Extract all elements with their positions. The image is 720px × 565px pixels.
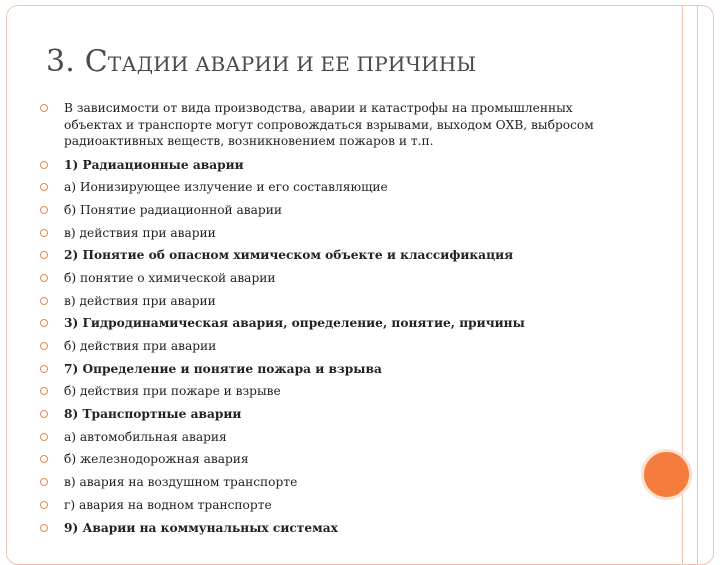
list-item-text: 2) Понятие об опасном химическом объекте и классификация (64, 248, 514, 263)
list-item (34, 361, 614, 378)
list-item (34, 247, 614, 264)
bullet-circle-icon (40, 410, 48, 418)
slide-title (46, 44, 476, 79)
bullet-circle-icon (40, 297, 48, 305)
bullet-circle-icon (40, 251, 48, 259)
title-first-letter: С (84, 44, 108, 79)
list-item-text: б) железнодорожная авария (64, 452, 249, 467)
title-rest: ТАДИИ АВАРИИ И ЕЕ ПРИЧИНЫ (107, 52, 477, 76)
list-item (34, 520, 614, 537)
bullet-circle-icon (40, 274, 48, 282)
bullet-circle-icon (40, 501, 48, 509)
bullet-circle-icon (40, 161, 48, 169)
list-item-text: 1) Радиационные аварии (64, 157, 244, 172)
list-item-text: б) Понятие радиационной аварии (64, 202, 282, 217)
bullet-list (34, 100, 614, 542)
bullet-circle-icon (40, 524, 48, 532)
bullet-circle-icon (40, 104, 48, 112)
bullet-circle-icon (40, 183, 48, 191)
list-item-text: в) действия при аварии (64, 293, 216, 308)
list-item-text: 9) Аварии на коммунальных системах (64, 520, 338, 535)
list-item (34, 293, 614, 310)
list-item (34, 270, 614, 287)
bullet-circle-icon (40, 342, 48, 350)
list-item (34, 451, 614, 468)
list-item-text: 8) Транспортные аварии (64, 407, 242, 422)
list-item-text: б) действия при пожаре и взрыве (64, 384, 281, 399)
list-item-text: а) автомобильная авария (64, 429, 227, 444)
list-item-text: В зависимости от вида производства, аварии и катастрофы на промышленных объектах и транспорте могут сопровождаться взрывами, выходом ОХВ, выбросом радиоактивных веществ, возникновением пожаров и т.п. (64, 101, 594, 148)
list-item (34, 338, 614, 355)
bullet-circle-icon (40, 433, 48, 441)
bullet-circle-icon (40, 229, 48, 237)
list-item-text: 7) Определение и понятие пожара и взрыва (64, 361, 382, 376)
bullet-circle-icon (40, 319, 48, 327)
list-item (34, 179, 614, 196)
list-item (34, 406, 614, 423)
list-item-text: в) авария на воздушном транспорте (64, 475, 298, 490)
list-item (34, 474, 614, 491)
list-item (34, 497, 614, 514)
decorative-orange-circle (641, 449, 692, 500)
list-item (34, 100, 614, 150)
list-item-text: в) действия при аварии (64, 225, 216, 240)
list-item (34, 225, 614, 242)
list-item-text: 3) Гидродинамическая авария, определение, понятие, причины (64, 316, 525, 331)
list-item-text: б) действия при аварии (64, 339, 217, 353)
title-number: 3. (46, 44, 85, 79)
bullet-circle-icon (40, 206, 48, 214)
bullet-circle-icon (40, 478, 48, 486)
list-item (34, 157, 614, 174)
bullet-circle-icon (40, 455, 48, 463)
bullet-circle-icon (40, 387, 48, 395)
list-item (34, 383, 614, 400)
list-item (34, 202, 614, 219)
list-item-text: г) авария на водном транспорте (64, 497, 272, 512)
list-item (34, 429, 614, 446)
list-item (34, 315, 614, 332)
list-item-text: а) Ионизирующее излучение и его составляющие (64, 180, 388, 195)
list-item-text: б) понятие о химической аварии (64, 270, 276, 285)
bullet-circle-icon (40, 365, 48, 373)
